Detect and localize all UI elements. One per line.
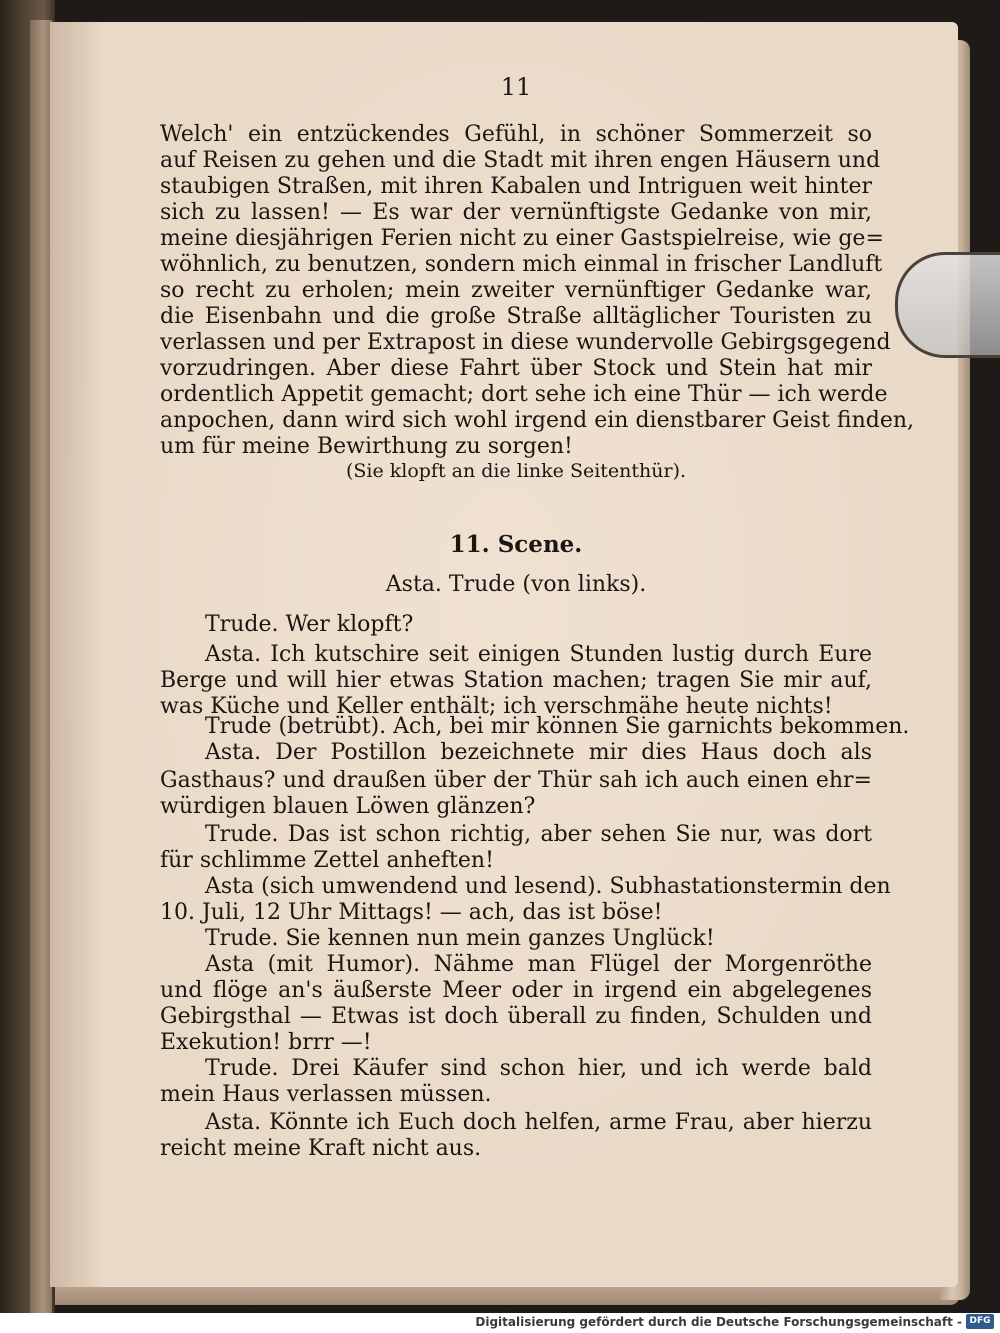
dialogue-line: Trude. Sie kennen nun mein ganzes Unglück! <box>205 926 715 951</box>
dialogue-line: Asta. Könnte ich Euch doch helfen, arme Frau, aber hierzu <box>205 1110 872 1135</box>
dialogue-line: Asta (mit Humor). Nähme man Flügel der Morgenröthe <box>205 952 872 977</box>
text-line: wöhnlich, zu benutzen, sondern mich einmal in frischer Landluft <box>160 252 883 277</box>
dialogue-line: mein Haus verlassen müssen. <box>160 1082 492 1107</box>
dfg-logo-icon[interactable]: DFG <box>966 1314 994 1329</box>
text-line: Welch' ein entzückendes Gefühl, in schöner Sommerzeit so <box>160 122 872 147</box>
dialogue-line: für schlimme Zettel anheften! <box>160 848 494 873</box>
dialogue-line: Asta. Ich kutschire seit einigen Stunden lustig durch Eure <box>205 642 872 667</box>
dialogue-line: Berge und will hier etwas Station machen; tragen Sie mir auf, <box>160 668 872 693</box>
scene-heading: 11. Scene. <box>449 531 583 558</box>
footer-credit: Digitalisierung gefördert durch die Deutsche Forschungsgemeinschaft - <box>475 1315 962 1329</box>
dialogue-line: Trude. Drei Käufer sind schon hier, und ich werde bald <box>205 1056 872 1081</box>
dialogue-line: Gebirgsthal — Etwas ist doch überall zu finden, Schulden und <box>160 1004 872 1029</box>
text-line: verlassen und per Extrapost in diese wundervolle Gebirgsgegend <box>160 330 891 355</box>
dialogue-line: und flöge an's äußerste Meer oder in irgend ein abgelegenes <box>160 978 872 1003</box>
dialogue-line: Trude. Wer klopft? <box>205 612 414 637</box>
scene-characters: Asta. Trude (von links). <box>385 572 647 597</box>
dialogue-line: Asta. Der Postillon bezeichnete mir dies Haus doch als <box>205 740 872 765</box>
text-line: vorzudringen. Aber diese Fahrt über Stock und Stein hat mir <box>160 356 872 381</box>
stage-direction: (Sie klopft an die linke Seitenthür). <box>345 460 687 482</box>
dialogue-line: Asta (sich umwendend und lesend). Subhastationstermin den <box>205 874 891 899</box>
text-line: meine diesjährigen Ferien nicht zu einer Gastspielreise, wie ge= <box>160 226 884 251</box>
text-line: auf Reisen zu gehen und die Stadt mit ihren engen Häusern und <box>160 148 881 173</box>
text-line: um für meine Bewirthung zu sorgen! <box>160 434 573 459</box>
text-line: anpochen, dann wird sich wohl irgend ein dienstbarer Geist finden, <box>160 408 915 433</box>
text-line: sich zu lassen! — Es war der vernünftigste Gedanke von mir, <box>160 200 872 225</box>
dialogue-line: Trude. Das ist schon richtig, aber sehen Sie nur, was dort <box>205 822 872 847</box>
page-clip <box>895 252 1000 358</box>
dialogue-line: reicht meine Kraft nicht aus. <box>160 1136 482 1161</box>
page-number: 11 <box>500 73 532 101</box>
text-line: die Eisenbahn und die große Straße alltäglicher Touristen zu <box>160 304 872 329</box>
book-spine-strip <box>30 20 52 1320</box>
dialogue-line: 10. Juli, 12 Uhr Mittags! — ach, das ist böse! <box>160 900 663 925</box>
dialogue-line: Exekution! brrr —! <box>160 1030 372 1055</box>
text-line: ordentlich Appetit gemacht; dort sehe ich eine Thür — ich werde <box>160 382 888 407</box>
dialogue-line: würdigen blauen Löwen glänzen? <box>160 794 536 819</box>
text-line: so recht zu erholen; mein zweiter vernünftiger Gedanke war, <box>160 278 872 303</box>
dialogue-line: was Küche und Keller enthält; ich verschmähe heute nichts! <box>160 694 833 719</box>
dialogue-line: Trude (betrübt). Ach, bei mir können Sie garnichts bekommen. <box>205 714 910 739</box>
text-line: staubigen Straßen, mit ihren Kabalen und Intriguen weit hinter <box>160 174 872 199</box>
dialogue-line: Gasthaus? und draußen über der Thür sah ich auch einen ehr= <box>160 768 872 793</box>
